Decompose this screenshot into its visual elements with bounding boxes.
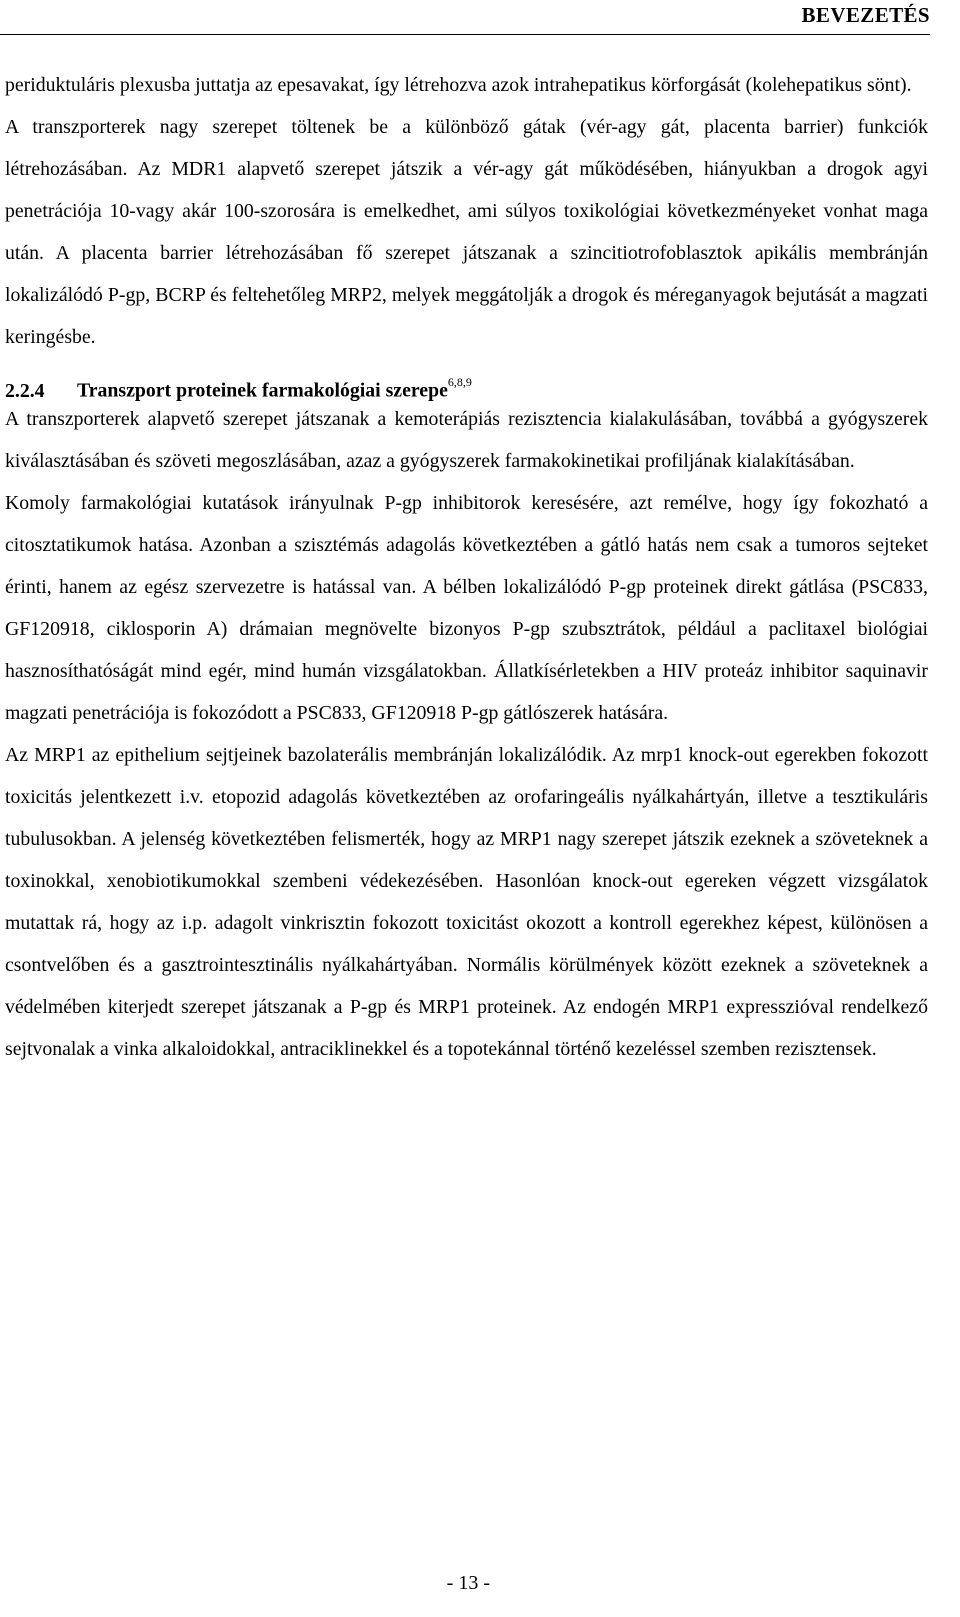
section-heading <box>5 372 928 402</box>
paragraph: Komoly farmakológiai kutatások irányulnak P-gp inhibitorok keresésére, azt remélve, hogy így fokozható a citosztatikumok hatása. Azonban a szisztémás adagolás következtében a gátló hatás nem csak a tumoros sejteket érinti, hanem az egész szervezetre is hatással van. A bélben lokalizálódó P-gp proteinek direkt gátlása (PSC833, GF120918, ciklosporin A) drámaian megnövelte bizonyos P-gp szubsztrátok, például a paclitaxel biológiai hasznosíthatóságát mind egér, mind humán vizsgálatokban. Állatkísérletekben a HIV proteáz inhibitor saquinavir magzati penetrációja is fokozódott a PSC833, GF120918 P-gp gátlószerek hatására. <box>5 492 928 724</box>
paragraph: periduktuláris plexusba juttatja az epesavakat, így létrehozva azok intrahepatikus körforgását (kolehepatikus sönt). <box>5 74 912 96</box>
page-footer <box>0 1572 930 1595</box>
paragraph: A transzporterek nagy szerepet töltenek be a különböző gátak (vér-agy gát, placenta barrier) funkciók létrehozásában. Az MDR1 alapvető szerepet játszik a vér-agy gát működésében, hiányukban a drogok agyi penetrációja 10-vagy akár 100-szorosára is emelkedhet, ami súlyos toxikológiai következményeket vonhat maga után. A placenta barrier létrehozásában fő szerepet játszanak a szincitiotrofoblasztok apikális membránján lokalizálódó P-gp, BCRP és feltehetőleg MRP2, melyek meggátolják a drogok és méreganyagok bejutását a magzati keringésbe. <box>5 116 928 348</box>
page-header <box>0 0 930 35</box>
section-number: 2.2.4 <box>5 379 45 402</box>
document-body <box>5 64 928 1070</box>
header-title: BEVEZETÉS <box>801 3 930 27</box>
paragraph: Az MRP1 az epithelium sejtjeinek bazolaterális membránján lokalizálódik. Az mrp1 knock-out egerekben fokozott toxicitás jelentkezett i.v. etopozid adagolás következtében az orofaringeális nyálkahártyán, illetve a tesztikuláris tubulusokban. A jelenség következtében felismerték, hogy az MRP1 nagy szerepet játszik ezeknek a szöveteknek a toxinokkal, xenobiotikumokkal szembeni védekezésében. Hasonlóan knock-out egereken végzett vizsgálatok mutattak rá, hogy az i.p. adagolt vinkrisztin fokozott toxicitást okozott a kontroll egerekhez képest, különösen a csontvelőben és a gasztrointesztinális nyálkahártyában. Normális körülmények között ezeknek a szöveteknek a védelmében kiterjedt szerepet játszanak a P-gp és MRP1 proteinek. Az endogén MRP1 expresszióval rendelkező sejtvonalak a vinka alkaloidokkal, antraciklinekkel és a topotekánnal történő kezeléssel szemben rezisztensek. <box>5 744 928 1060</box>
section-references: 6,8,9 <box>447 375 472 389</box>
paragraph: A transzporterek alapvető szerepet játszanak a kemoterápiás rezisztencia kialakulásában, továbbá a gyógyszerek kiválasztásában és szöveti megoszlásában, azaz a gyógyszerek farmakokinetikai profiljának kialakításában. <box>5 408 928 472</box>
section-title: Transzport proteinek farmakológiai szerepe <box>77 379 448 402</box>
page-number: - 13 - <box>446 1572 490 1594</box>
